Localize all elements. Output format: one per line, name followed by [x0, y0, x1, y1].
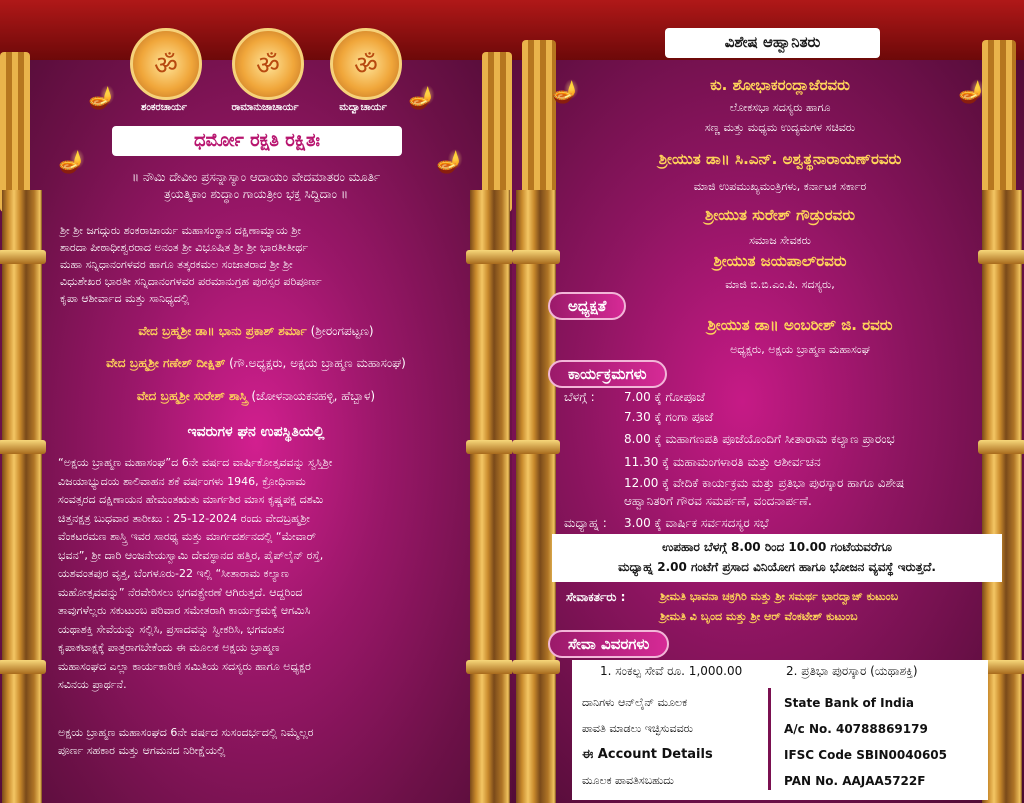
saint-name: ರಾಮಾನುಜಾಚಾರ್ಯ [231, 102, 299, 113]
left-arch-decoration [0, 52, 30, 212]
saint-name: ಮದ್ವಾಚಾರ್ಯ [339, 102, 387, 113]
lamp-icon: 🪔 [552, 80, 580, 105]
seva-item: 2. ಪ್ರತಿಭಾ ಪುರಸ್ಕಾರ (ಯಥಾಶಕ್ತಿ) [786, 664, 918, 678]
sevakartaru-line: ಶ್ರೀಮತಿ ವಿ ಬೃಂದ ಮತ್ತು ಶ್ರೀ ಆರ್ ವೆಂಕಟೇಶ್ ಕುಟುಂಬ [660, 610, 858, 623]
sevakartaru-label: ಸೇವಾಕರ್ತರು : [566, 590, 626, 604]
sevakartaru-line: ಶ್ರೀಮತಿ ಭಾವನಾ ಚಕ್ರಗಿರಿ ಮತ್ತು ಶ್ರೀ ಸಮರ್ಥ ಭಾರದ್ವಾಜ್ ಕುಟುಂಬ [660, 590, 899, 603]
schedule-item: 12.00 ಕ್ಕೆ ವೇದಿಕೆ ಕಾರ್ಯಕ್ರಮ ಮತ್ತು ಪ್ರತಿಭಾ ಪುರಸ್ಕಾರ ಹಾಗೂ ವಿಶೇಷ [624, 476, 905, 490]
guest-role: ಸಣ್ಣ ಮತ್ತು ಮಧ್ಯಮ ಉದ್ಯಮಗಳ ಸಚಿವರು [704, 121, 856, 134]
shloka-line: ತ್ರಯತ್ಮಿಕಾಂ ಶುದ್ಧಾಂ ಗಾಯತ್ರೀಂ ಭಕ್ತ ಸಿದ್ದಿದಾಂ ॥ [163, 187, 349, 201]
shloka-line: ॥ ನೌಮಿ ದೇವೀಂ ಪ್ರಸನ್ನಾಸ್ಯಾಂ ಆದಾಯಂ ವೇದಮಾತರಂ ಮೂರ್ತಿ [131, 170, 381, 184]
president-label: ಅಧ್ಯಕ್ಷತೆ [548, 292, 626, 320]
blessing-paragraph: ಶ್ರೀ ಶ್ರೀ ಜಗದ್ಗುರು ಶಂಕರಾಚಾರ್ಯ ಮಹಾಸಂಸ್ಥಾನ ದಕ್ಷಿಣಾಮ್ನಾಯ ಶ್ರೀ ಶಾರದಾ ಪೀಠಾಧೀಶ್ವರರಾದ ಅನಂತ ಶ್ರೀ ವಿಭೂಷಿತ ಶ್ರೀ ಶ್ರೀ ಭಾರತೀತೀರ್ಥ ಮಹಾ ಸನ್ನಿಧಾನಂಗಳವರ ಹಾಗೂ ತತ್ಕರಕಮಲ ಸಂಜಾತರಾದ ಶ್ರೀ ಶ್ರೀ ವಿಧುಶೇಖರ ಭಾರತೀ ಸನ್ನಿದಾನಂಗಳವರ ಪರಮಾನುಗ್ರಹ ಪುರಸ್ಸರ ಪರಿಪೂರ್ಣ ಕೃಪಾ ಆಶೀರ್ವಾದ ಮತ್ತು ಸಾನಿಧ್ಯದಲ್ಲಿ [60, 224, 322, 305]
pillar-left [516, 190, 556, 803]
bank-details: State Bank of India A/c No. 40788869179 IFSC Code SBIN0040605 PAN No. AAJAA5722F [784, 696, 947, 788]
saints-row [120, 28, 410, 118]
guests-title: ವಿಶೇಷ ಆಹ್ವಾನಿತರು [724, 33, 821, 51]
schedule-item: ಆಹ್ವಾನಿತರಿಗೆ ಗೌರವ ಸಮರ್ಪಣೆ, ವಂದನಾರ್ಪಣೆ. [624, 494, 812, 508]
scholar-line: ವೇದ ಬ್ರಹ್ಮಶ್ರೀ ಗಣೇಶ್ ದೀಕ್ಷಿತ್ (ಗೌ.ಅಧ್ಯಕ್ಷರು, ಅಕ್ಷಯ ಬ್ರಾಹ್ಮಣ ಮಹಾಸಂಘ) [106, 356, 406, 370]
pillar-left [2, 190, 42, 803]
schedule-item: ಬೆಳಗ್ಗೆ : 7.00 ಕ್ಕೆ ಗೋಪೂಜೆ [564, 390, 705, 404]
closing-paragraph: ಅಕ್ಷಯ ಬ್ರಾಹ್ಮಣ ಮಹಾಸಂಘದ 6ನೇ ವರ್ಷದ ಸುಸಂದರ್ಭದಲ್ಲಿ ನಿಮ್ಮೆಲ್ಲರ ಪೂರ್ಣ ಸಹಕಾರ ಮತ್ತು ಆಗಮನದ ನಿರೀಕ್ಷೆಯಲ್ಲಿ [58, 726, 314, 757]
programs-label: ಕಾರ್ಯಕ್ರಮಗಳು [548, 360, 667, 388]
saint-name: ಶಂಕರಚಾರ್ಯ [141, 102, 187, 113]
schedule-item: 11.30 ಕ್ಕೆ ಮಹಾಮಂಗಳಾರತಿ ಮತ್ತು ಆಶೀರ್ವಚನ [624, 455, 821, 469]
lamp-icon: 🪔 [58, 150, 86, 175]
page-title: ಧರ್ಮೋ ರಕ್ಷತಿ ರಕ್ಷಿತಃ [193, 130, 320, 151]
pillar-right [470, 190, 510, 803]
guest-role: ಸಮಾಜ ಸೇವಕರು [749, 234, 811, 247]
scholar-line: ವೇದ ಬ್ರಹ್ಮಶ್ರೀ ಸುರೇಶ್ ಶಾಸ್ತ್ರಿ (ಜೋಳನಾಯಕನಹಳ್ಳಿ, ಹೆಬ್ಬಾಳ) [136, 389, 376, 403]
account-details-box [572, 682, 988, 800]
saint-portrait-icon: ॐ [232, 28, 304, 100]
lamp-icon: 🪔 [408, 86, 436, 111]
schedule-item: ಮಧ್ಯಾಹ್ನ : 3.00 ಕ್ಕೆ ವಾರ್ಷಿಕ ಸರ್ವಸದಸ್ಯರ ಸಭೆ [564, 516, 769, 530]
saint-portrait-icon: ॐ [330, 28, 402, 100]
guest-name: ಶ್ರೀಯುತ ಡಾ॥ ಸಿ.ಎನ್. ಅಶ್ವತ್ಥನಾರಾಯಣ್‌ರವರು [658, 150, 902, 168]
schedule-item: 7.30 ಕ್ಕೆ ಗಂಗಾ ಪೂಜೆ [624, 410, 714, 424]
guest-role: ಮಾಜಿ ಉಪಮುಖ್ಯಮಂತ್ರಿಗಳು, ಕರ್ನಾಟಕ ಸರ್ಕಾರ [693, 180, 867, 193]
meal-line: ಮಧ್ಯಾಹ್ನ 2.00 ಗಂಟೆಗೆ ಪ್ರಸಾದ ವಿನಿಯೋಗ ಹಾಗೂ ಭೋಜನ ವ್ಯವಸ್ಥೆ ಇರುತ್ತದೆ. [618, 560, 936, 574]
left-arch-decoration [522, 40, 556, 210]
online-payment-note: ದಾನಿಗಳು ಆನ್‌ಲೈನ್ ಮೂಲಕ ಪಾವತಿ ಮಾಡಲು ಇಚ್ಛಿಸುವವರು ಈ Account Details ಮೂಲಕ ಪಾವತಿಸಬಹುದು [582, 696, 713, 787]
guest-name: ಶ್ರೀಯುತ ಜಯಪಾಲ್‌ರವರು [713, 252, 847, 270]
lamp-icon: 🪔 [436, 150, 464, 175]
lamp-icon: 🪔 [958, 80, 986, 105]
schedule-item: 8.00 ಕ್ಕೆ ಮಹಾಗಣಪತಿ ಪೂಜೆಯೊಂದಿಗೆ ಸೀತಾರಾಮ ಕಲ್ಯಾಣ ಪ್ರಾರಂಭ [624, 432, 895, 446]
president-name: ಶ್ರೀಯುತ ಡಾ॥ ಅಂಬರೀಶ್ ಜಿ. ರವರು [707, 316, 893, 334]
invitation-body: “ಅಕ್ಷಯ ಬ್ರಾಹ್ಮಣ ಮಹಾಸಂಘ”ದ 6ನೇ ವರ್ಷದ ವಾರ್ಷಿಕೋತ್ಸವವನ್ನು ಸ್ವಸ್ತಿಶ್ರೀ ವಿಜಯಾಭ್ಯುದಯ ಶಾಲಿವಾಹನ ಶಕೆ ವರ್ಷಂಗಳು 1946, ಕ್ರೋಧಿನಾಮ ಸಂವತ್ಸರದ ದಕ್ಷಿಣಾಯನ ಹೇಮಂತಋತು ಮಾರ್ಗಶಿರ ಮಾಸ ಕೃಷ್ಣಪಕ್ಷ ದಶಮಿ ಚಿತ್ತನಕ್ಷತ್ರ ಬುಧವಾರ ತಾರೀಖು : 25-12-2024 ರಂದು ವೇದಬ್ರಹ್ಮಶ್ರೀ ವೆಂಕಟರಮಣ ಶಾಸ್ತ್ರಿ ಇವರ ಸಾರಥ್ಯ ಮತ್ತು ಮಾರ್ಗದರ್ಶನದಲ್ಲಿ “ಮೇವಾರ್ ಭವನ”, ಶ್ರೀ ದಾರಿ ಆಂಜನೇಯಸ್ವಾಮಿ ದೇವಸ್ಥಾನದ ಹತ್ತಿರ, ಪೈಪ್‌ಲೈನ್ ರಸ್ತೆ, ಯಶವಂತಪುರ ವೃತ್ತ, ಬೆಂಗಳೂರು-22 ಇಲ್ಲಿ “ಸೀತಾರಾಮ ಕಲ್ಯಾಣ ಮಹೋತ್ಸವವನ್ನು” ನೆರವೇರಿಸಲು ಭಗವತ್ಪ್ರೇರಣೆ ಆಗಿರುತ್ತದೆ. ಆದ್ದರಿಂದ ತಾವುಗಳೆಲ್ಲರು ಸಕುಟುಂಬ ಪರಿವಾರ ಸಮೇತರಾಗಿ ಕಾರ್ಯಕ್ರಮಕ್ಕೆ ಆಗಮಿಸಿ ಯಥಾಶಕ್ತಿ ಸೇವೆಯನ್ನು ಸಲ್ಲಿಸಿ, ಪ್ರಸಾದವನ್ನು ಸ್ವೀಕರಿಸಿ, ಭಗವಂತನ ಕೃಪಾಕಟಾಕ್ಷಕ್ಕೆ ಪಾತ್ರರಾಗಬೇಕೆಂದು ಈ ಮೂಲಕ ಅಕ್ಷಯ ಬ್ರಾಹ್ಮಣ ಮಹಾಸಂಘದ ಎಲ್ಲಾ ಕಾರ್ಯಕಾರಿಣಿ ಸಮಿತಿಯ ಸದಸ್ಯರು ಹಾಗೂ ಅಧ್ಯಕ್ಷರ ಸವಿನಯ ಪ್ರಾರ್ಥನೆ. [58, 456, 333, 691]
seva-label: ಸೇವಾ ವಿವರಗಳು [548, 630, 669, 658]
scholar-line: ವೇದ ಬ್ರಹ್ಮಶ್ರೀ ಡಾ॥ ಭಾನು ಪ್ರಕಾಶ್ ಶರ್ಮಾ (ಶ್ರೀರಂಗಪಟ್ಟಣ) [138, 324, 374, 338]
guest-name: ಕು. ಶೋಭಾಕರಂದ್ಲಾಜೆರವರು [710, 76, 850, 94]
presence-heading: ಇವರುಗಳ ಘನ ಉಪಸ್ಥಿತಿಯಲ್ಲಿ [187, 424, 325, 440]
divider [768, 688, 771, 790]
saint-portrait-icon: ॐ [130, 28, 202, 100]
guest-role: ಲೋಕಸಭಾ ಸದಸ್ಯರು ಹಾಗೂ [729, 101, 831, 114]
lamp-icon: 🪔 [88, 86, 116, 111]
guest-role: ಮಾಜಿ ಬಿ.ಬಿ.ಎಂ.ಪಿ. ಸದಸ್ಯರು, [725, 278, 835, 291]
guest-name: ಶ್ರೀಯುತ ಸುರೇಶ್ ಗೌಡ್ರುರವರು [704, 206, 856, 224]
meal-line: ಉಪಹಾರ ಬೆಳಗ್ಗೆ 8.00 ರಿಂದ 10.00 ಗಂಟೆಯವರೆಗೂ [662, 540, 892, 554]
seva-item: 1. ಸಂಕಲ್ಪ ಸೇವೆ ರೂ. 1,000.00 [600, 664, 743, 678]
president-role: ಅಧ್ಯಕ್ಷರು, ಅಕ್ಷಯ ಬ್ರಾಹ್ಮಣ ಮಹಾಸಂಘ [730, 343, 870, 356]
right-arch-decoration [482, 52, 512, 212]
